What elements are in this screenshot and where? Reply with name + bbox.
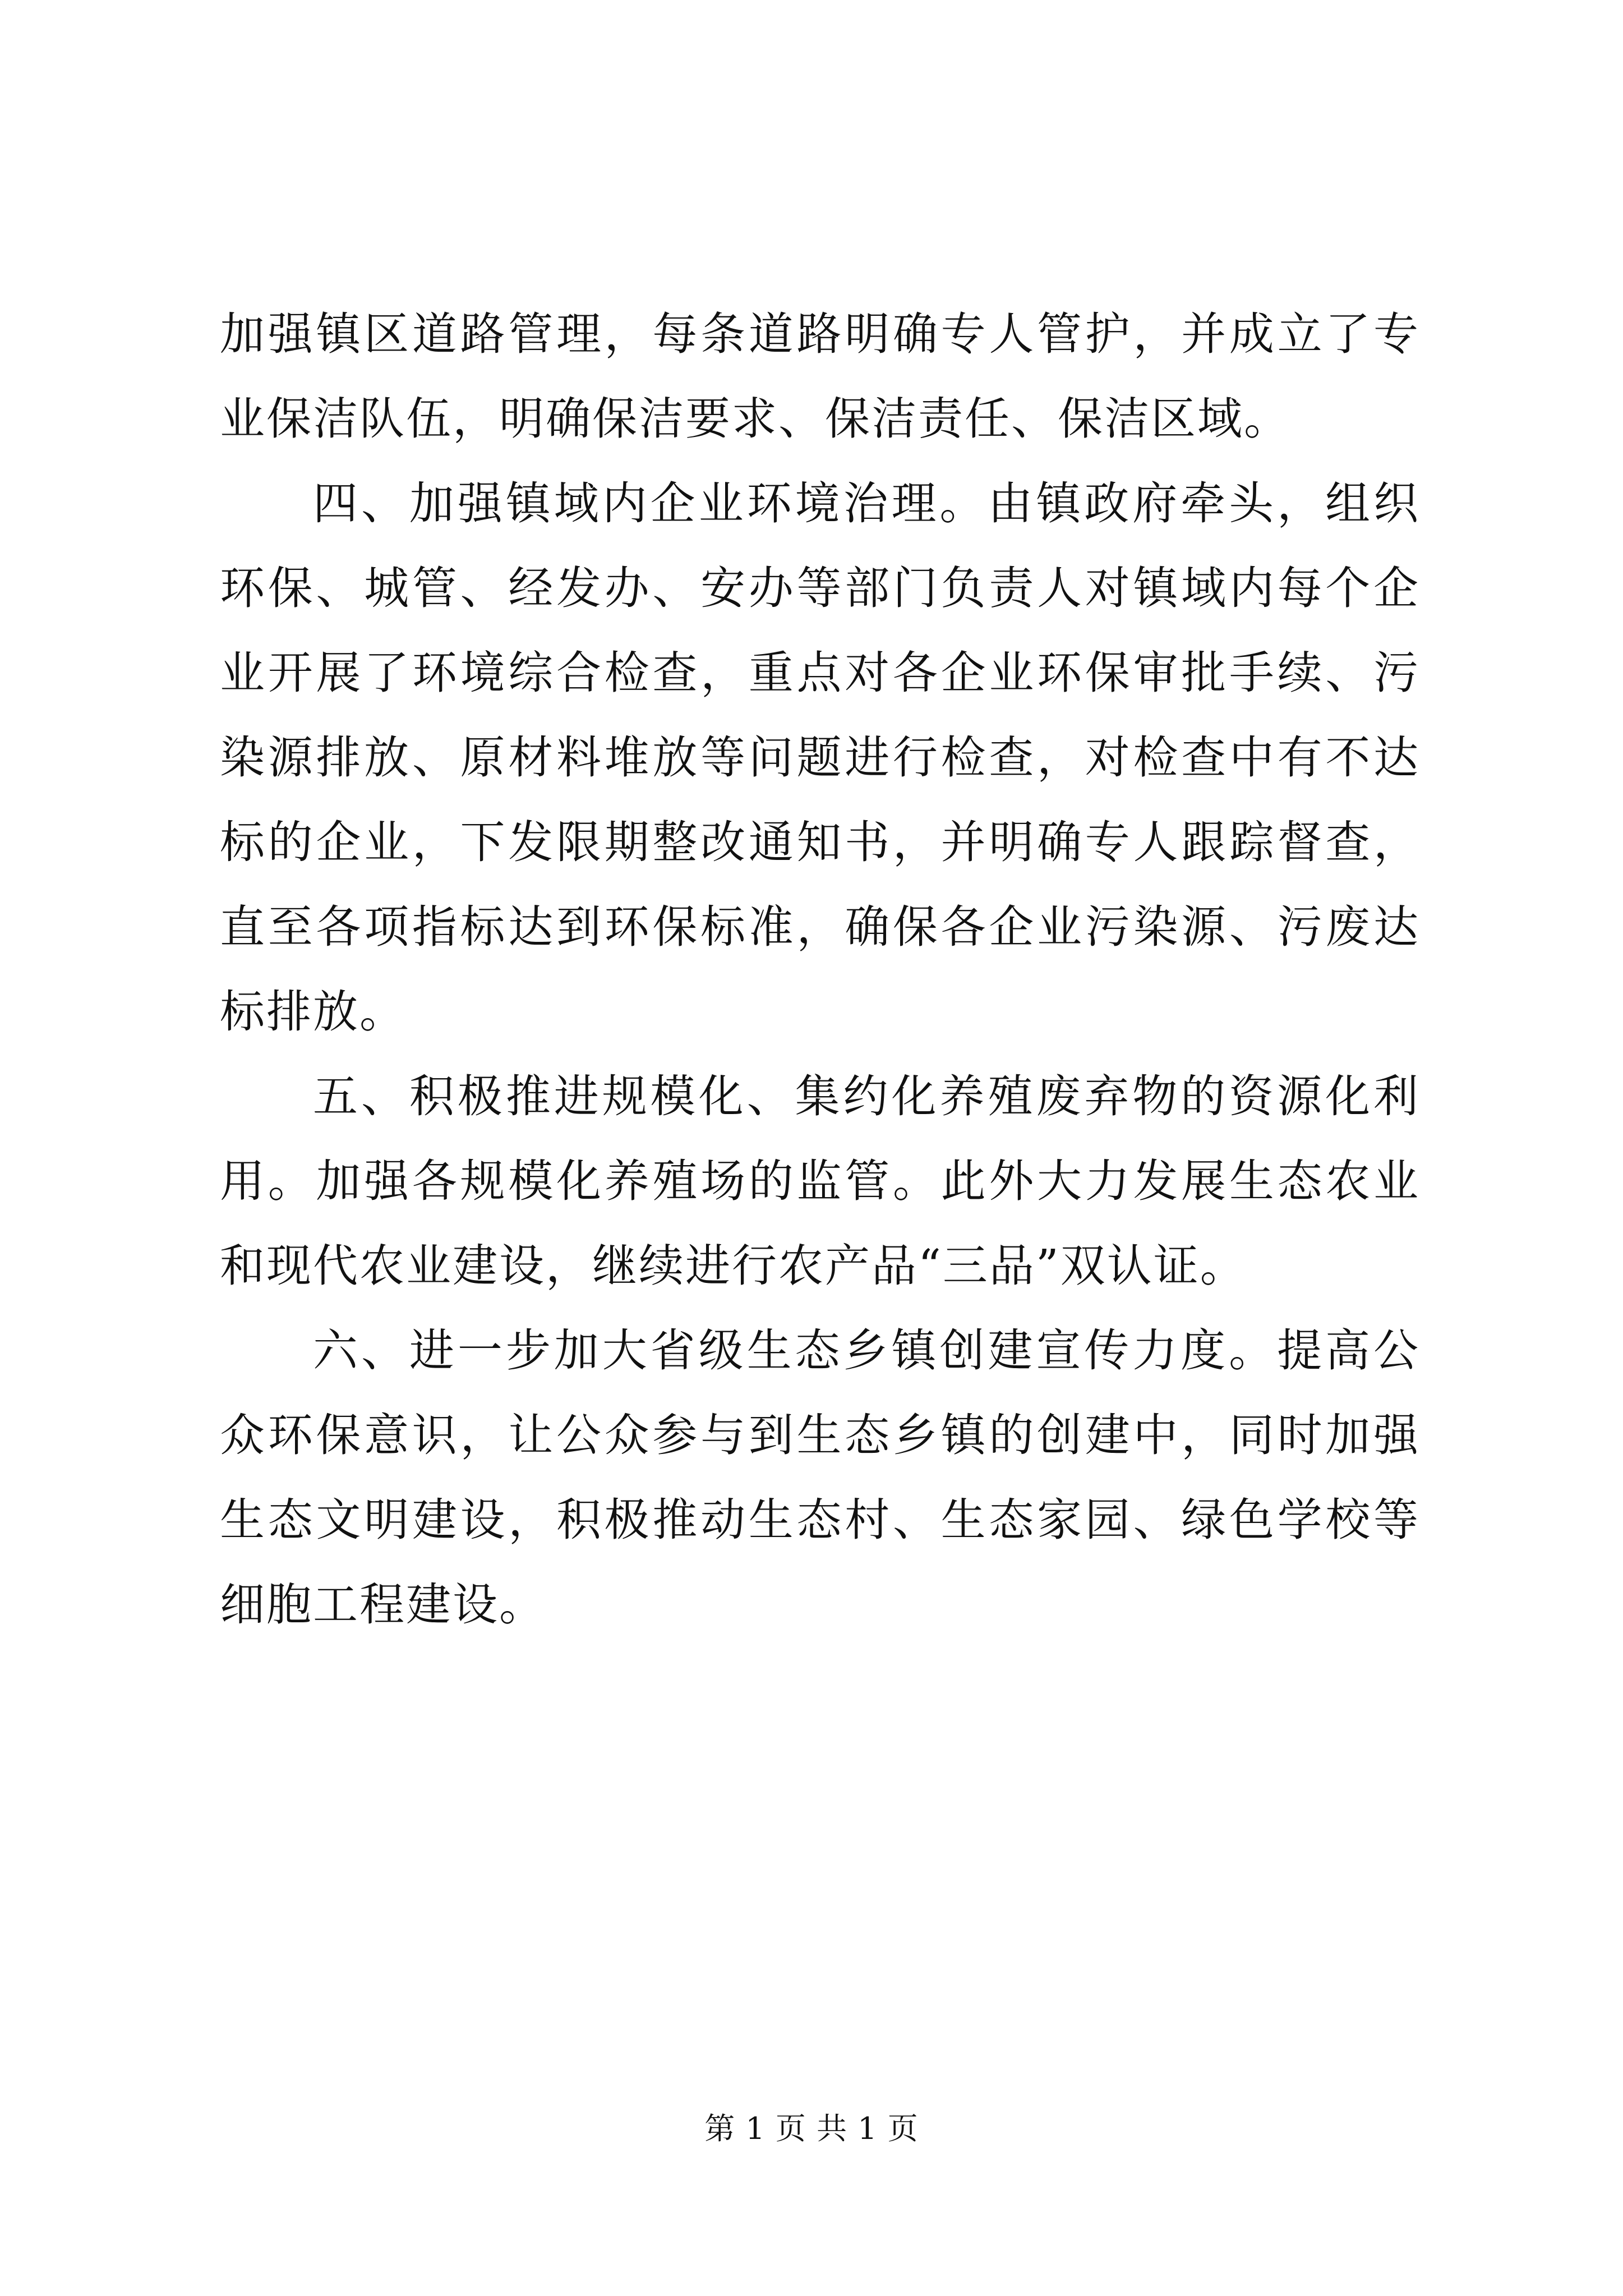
paragraph-section-5: 五、积极推进规模化、集约化养殖废弃物的资源化利用。加强各规模化养殖场的监管。此外大力发展生态农业和现代农业建设，继续进行农产品“三品”双认证。 (220, 1070, 1420, 1292)
paragraph-section-6: 六、进一步加大省级生态乡镇创建宣传力度。提高公众环保意识，让公众参与到生态乡镇的创建中，同时加强生态文明建设，积极推动生态村、生态家园、绿色学校等细胞工程建设。 (220, 1324, 1420, 1631)
paragraph-continuation: 加强镇区道路管理，每条道路明确专人管护，并成立了专业保洁队伍，明确保洁要求、保洁责任、保洁区域。 (220, 308, 1420, 445)
page-number-footer: 第 1 页 共 1 页 (704, 2111, 919, 2146)
paragraph-section-4: 四、加强镇域内企业环境治理。由镇政府牵头，组织环保、城管、经发办、安办等部门负责人对镇域内每个企业开展了环境综合检查，重点对各企业环保审批手续、污染源排放、原材料堆放等问题进行检查，对检查中有不达标的企业，下发限期整改通知书，并明确专人跟踪督查，直至各项指标达到环保标准，确保各企业污染源、污废达标排放。 (220, 477, 1420, 1038)
document-body (220, 292, 1420, 1647)
